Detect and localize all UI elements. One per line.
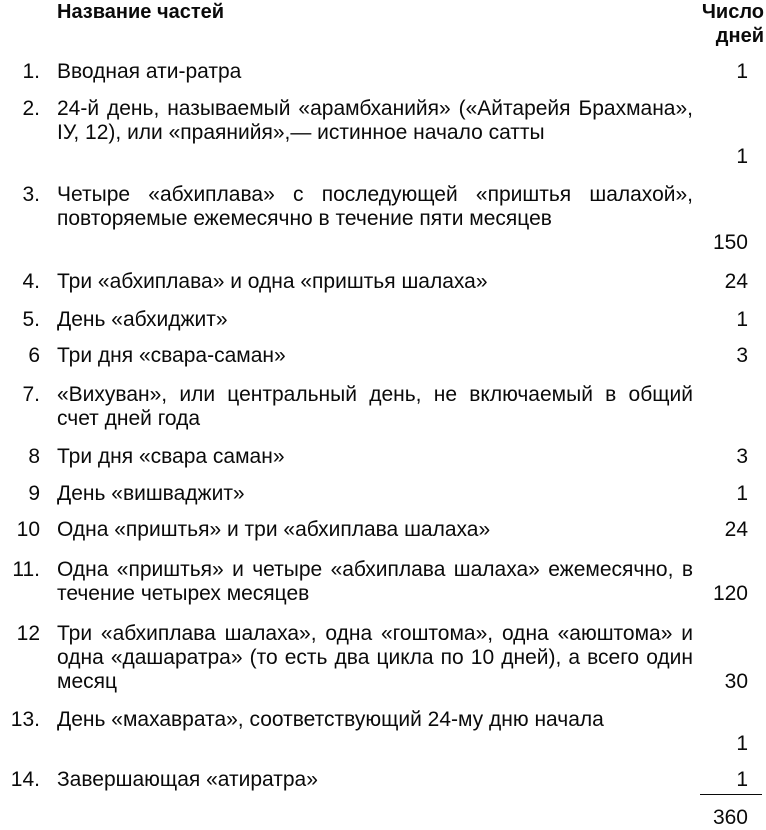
row-days: 24 [724,518,748,541]
row-days: 1 [736,768,748,791]
row-description: 24-й день, называемый «арамбханийя» («Айтарейя Брахмана», IУ, 12), или «праянийя»,— истинное начало сатты [57,97,693,144]
row-description: Вводная ати-ратра [57,60,242,83]
row-days: 1 [736,308,748,331]
total-days: 360 [712,806,748,829]
row-description: Три «абхиплава шалаха», одна «гоштома», одна «аюштома» и одна «дашаратра» (то есть два цикла по 10 дней), а всего один месяц [57,622,693,693]
row-number: 6 [28,344,40,367]
row-days: 24 [724,270,748,293]
row-description: Три дня «свара саман» [57,445,285,468]
row-number: 3. [22,183,40,206]
row-days: 1 [736,482,748,505]
row-description: Одна «приштья» и три «абхиплава шалаха» [57,518,491,541]
row-days: 30 [724,670,748,693]
column-header-days-line2: дней [715,25,764,47]
row-description: День «вишваджит» [57,482,245,505]
column-header-days [664,0,764,48]
row-number: 13. [10,708,40,731]
row-number: 1. [22,60,40,83]
row-days: 3 [736,445,748,468]
row-description: День «махаврата», соответствующий 24-му дню начала [57,708,604,731]
row-days: 3 [736,344,748,367]
row-days: 1 [736,60,748,83]
row-number: 9 [28,482,40,505]
row-description: Три дня «свара-саман» [57,344,286,367]
row-days: 1 [736,145,748,168]
row-description: День «абхиджит» [57,308,228,331]
column-header-name: Название частей [57,1,225,23]
row-description: Четыре «абхиплава» с последующей «приштья шалахой», повторяемые ежемесячно в течение пяти месяцев [57,183,693,230]
row-number: 4. [22,270,40,293]
row-number: 2. [22,97,40,120]
row-days: 1 [736,732,748,755]
row-number: 8 [28,445,40,468]
row-number: 10 [16,518,40,541]
row-number: 14. [10,768,40,791]
row-description: Одна «приштья» и четыре «абхиплава шалаха» ежемесячно, в течение четырех месяцев [57,558,693,605]
total-divider [700,794,762,795]
row-description: Три «абхиплава» и одна «приштья шалаха» [57,270,488,293]
row-number: 11. [12,558,40,581]
row-description: «Вихуван», или центральный день, не включаемый в общий счет дней года [57,383,693,430]
row-days: 120 [712,582,748,605]
column-header-days-line1: Число [701,1,764,23]
row-days: 150 [712,231,748,254]
row-number: 5. [22,308,40,331]
row-description: Завершающая «атиратра» [57,768,318,791]
row-number: 12 [16,622,40,645]
row-number: 7. [22,383,40,406]
